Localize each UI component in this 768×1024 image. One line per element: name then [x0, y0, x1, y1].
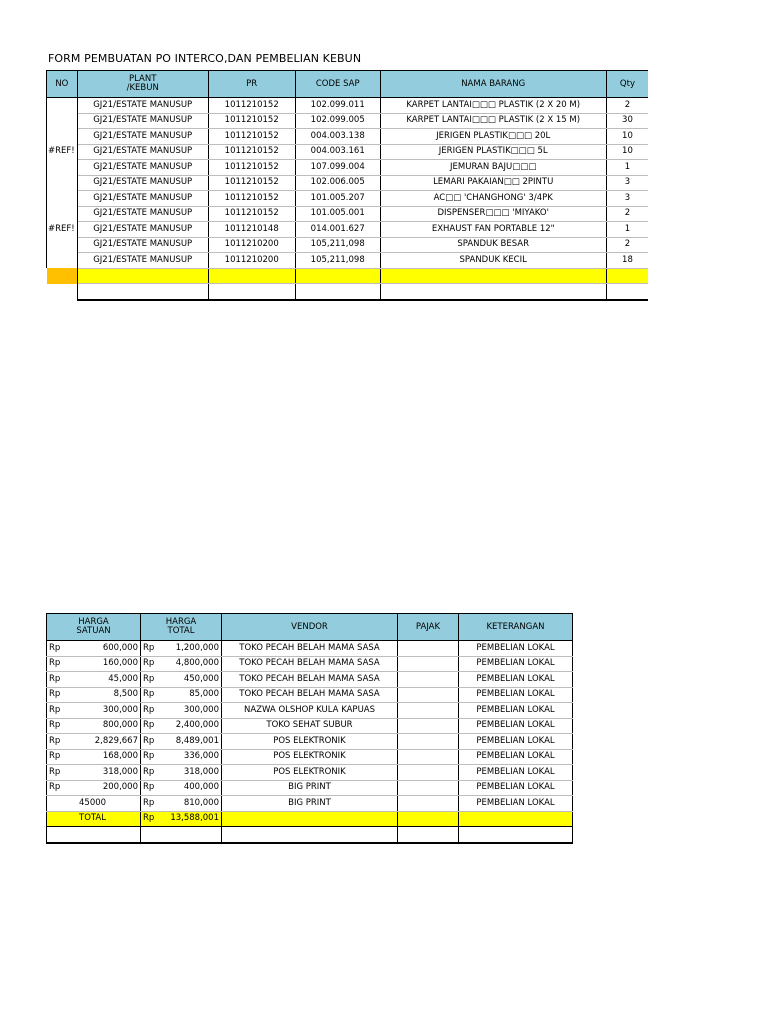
- cell-code-sap: 105,211,098: [295, 237, 380, 253]
- cell-qty: 1: [606, 160, 648, 176]
- cell-pr: 1011210200: [208, 253, 295, 269]
- cell-vendor: TOKO PECAH BELAH MAMA SASA: [222, 672, 398, 688]
- cell-nama-barang: JERIGEN PLASTIK□□□ 5L: [380, 144, 606, 160]
- cell-plant: GJ21/ESTATE MANUSUP: [77, 113, 208, 129]
- pricing-table: [46, 613, 573, 844]
- cell-plant: GJ21/ESTATE MANUSUP: [77, 160, 208, 176]
- cell-code-sap: 102.006.005: [295, 175, 380, 191]
- currency-label: Rp: [49, 673, 61, 684]
- cell-nama-barang: SPANDUK KECIL: [380, 253, 606, 269]
- empty-cell: [47, 268, 78, 284]
- currency-label: Rp: [143, 658, 155, 669]
- cell-qty: 1: [606, 222, 648, 238]
- cell-pr: 1011210152: [208, 98, 295, 114]
- cell-qty: 18: [606, 253, 648, 269]
- cell-pajak: [398, 734, 459, 750]
- cell-harga-satuan: [47, 703, 141, 719]
- cell-plant: GJ21/ESTATE MANUSUP: [77, 144, 208, 160]
- currency-label: Rp: [49, 766, 61, 777]
- cell-harga-total: [141, 765, 222, 781]
- cell-qty: 3: [606, 191, 648, 207]
- cell-harga-satuan: [47, 734, 141, 750]
- cell-qty: 30: [606, 113, 648, 129]
- cell-keterangan: PEMBELIAN LOKAL: [459, 703, 573, 719]
- table-row: [47, 98, 649, 114]
- cell-harga-satuan: [47, 672, 141, 688]
- cell-nama-barang: DISPENSER□□□ 'MIYAKO': [380, 206, 606, 222]
- cell-no: [47, 160, 78, 176]
- total-row: [47, 811, 573, 827]
- blank-row: [47, 827, 573, 843]
- cell-nama-barang: EXHAUST FAN PORTABLE 12": [380, 222, 606, 238]
- cell-code-sap: 004.003.138: [295, 129, 380, 145]
- amount-value: 318,000: [183, 766, 219, 777]
- empty-cell: [606, 284, 648, 300]
- cell-qty: 10: [606, 144, 648, 160]
- amount-value: 2,829,667: [94, 735, 138, 746]
- currency-label: Rp: [143, 766, 155, 777]
- cell-code-sap: 101.005.207: [295, 191, 380, 207]
- cell-code-sap: 004.003.161: [295, 144, 380, 160]
- header-keterangan: KETERANGAN: [459, 614, 573, 641]
- cell-pr: 1011210152: [208, 129, 295, 145]
- currency-label: Rp: [143, 797, 155, 808]
- currency-label: Rp: [143, 735, 155, 746]
- cell-plant: GJ21/ESTATE MANUSUP: [77, 191, 208, 207]
- empty-cell: [47, 284, 78, 300]
- empty-cell: [77, 268, 208, 284]
- cell-nama-barang: JERIGEN PLASTIK□□□ 20L: [380, 129, 606, 145]
- currency-label: Rp: [49, 735, 61, 746]
- currency-label: Rp: [49, 704, 61, 715]
- table-row: [47, 175, 649, 191]
- cell-vendor: TOKO PECAH BELAH MAMA SASA: [222, 656, 398, 672]
- cell-plant: GJ21/ESTATE MANUSUP: [77, 98, 208, 114]
- empty-cell: [398, 827, 459, 843]
- cell-qty: 2: [606, 98, 648, 114]
- currency-label: Rp: [49, 642, 61, 653]
- cell-no: [47, 191, 78, 207]
- items-table: [46, 70, 648, 301]
- currency-label: Rp: [143, 642, 155, 653]
- total-amount: [141, 811, 222, 827]
- currency-label: Rp: [49, 751, 61, 762]
- table-row: [47, 703, 573, 719]
- header-harga-satuan: HARGA SATUAN: [47, 614, 141, 641]
- currency-label: Rp: [49, 782, 61, 793]
- cell-vendor: POS ELEKTRONIK: [222, 734, 398, 750]
- cell-plant: GJ21/ESTATE MANUSUP: [77, 237, 208, 253]
- cell-pajak: [398, 749, 459, 765]
- cell-harga-total: [141, 796, 222, 812]
- cell-pr: 1011210152: [208, 175, 295, 191]
- currency-label: Rp: [143, 720, 155, 731]
- table-row: [47, 160, 649, 176]
- cell-plant: GJ21/ESTATE MANUSUP: [77, 206, 208, 222]
- cell-harga-total: [141, 718, 222, 734]
- currency-label: Rp: [49, 720, 61, 731]
- cell-vendor: TOKO PECAH BELAH MAMA SASA: [222, 687, 398, 703]
- amount-value: 600,000: [102, 642, 138, 653]
- cell-no: [47, 253, 78, 269]
- cell-keterangan: PEMBELIAN LOKAL: [459, 656, 573, 672]
- table-row: [47, 641, 573, 657]
- highlight-row: [47, 268, 649, 284]
- table-row: [47, 672, 573, 688]
- amount-value: 810,000: [183, 797, 219, 808]
- table-row: [47, 237, 649, 253]
- cell-pajak: [398, 780, 459, 796]
- amount-value: 45,000: [108, 673, 138, 684]
- form-title: FORM PEMBUATAN PO INTERCO,DAN PEMBELIAN KEBUN: [48, 52, 362, 65]
- table-row: [47, 687, 573, 703]
- table-row: [47, 780, 573, 796]
- amount-value: 160,000: [102, 658, 138, 669]
- currency-label: Rp: [143, 751, 155, 762]
- cell-pajak: [398, 656, 459, 672]
- amount-value: 8,489,001: [175, 735, 219, 746]
- empty-cell: [222, 811, 398, 827]
- currency-label: Rp: [143, 689, 155, 700]
- table-row: [47, 765, 573, 781]
- cell-pajak: [398, 672, 459, 688]
- empty-cell: [295, 268, 380, 284]
- empty-cell: [141, 827, 222, 843]
- amount-value: 13,588,001: [170, 813, 219, 824]
- cell-vendor: NAZWA OLSHOP KULA KAPUAS: [222, 703, 398, 719]
- blank-row: [47, 284, 649, 300]
- cell-vendor: POS ELEKTRONIK: [222, 765, 398, 781]
- cell-no: #REF!: [47, 144, 78, 160]
- cell-harga-satuan: [47, 780, 141, 796]
- cell-harga-satuan: [47, 718, 141, 734]
- cell-nama-barang: JEMURAN BAJU□□□: [380, 160, 606, 176]
- cell-code-sap: 105,211,098: [295, 253, 380, 269]
- cell-harga-satuan: [47, 687, 141, 703]
- cell-pajak: [398, 765, 459, 781]
- currency-label: Rp: [143, 782, 155, 793]
- amount-value: 168,000: [102, 751, 138, 762]
- header-pajak: PAJAK: [398, 614, 459, 641]
- currency-label: Rp: [49, 658, 61, 669]
- empty-cell: [459, 811, 573, 827]
- amount-value: 8,500: [113, 689, 138, 700]
- header-pr: PR: [208, 71, 295, 98]
- empty-cell: [208, 284, 295, 300]
- currency-label: Rp: [143, 704, 155, 715]
- table-row: [47, 734, 573, 750]
- amount-value: 450,000: [183, 673, 219, 684]
- empty-cell: [459, 827, 573, 843]
- cell-vendor: TOKO PECAH BELAH MAMA SASA: [222, 641, 398, 657]
- cell-keterangan: PEMBELIAN LOKAL: [459, 718, 573, 734]
- cell-keterangan: PEMBELIAN LOKAL: [459, 734, 573, 750]
- empty-cell: [222, 827, 398, 843]
- empty-cell: [380, 268, 606, 284]
- cell-code-sap: 107.099.004: [295, 160, 380, 176]
- cell-nama-barang: AC□□ 'CHANGHONG' 3/4PK: [380, 191, 606, 207]
- cell-pr: 1011210152: [208, 206, 295, 222]
- cell-vendor: BIG PRINT: [222, 796, 398, 812]
- cell-keterangan: PEMBELIAN LOKAL: [459, 796, 573, 812]
- cell-nama-barang: SPANDUK BESAR: [380, 237, 606, 253]
- cell-harga-total: [141, 703, 222, 719]
- cell-keterangan: PEMBELIAN LOKAL: [459, 780, 573, 796]
- cell-no: [47, 206, 78, 222]
- table-row: [47, 206, 649, 222]
- cell-pajak: [398, 796, 459, 812]
- cell-harga-satuan: [47, 796, 141, 812]
- cell-no: #REF!: [47, 222, 78, 238]
- empty-cell: [47, 827, 141, 843]
- cell-plant: GJ21/ESTATE MANUSUP: [77, 222, 208, 238]
- cell-pr: 1011210152: [208, 113, 295, 129]
- cell-harga-satuan: [47, 749, 141, 765]
- header-no: NO: [47, 71, 78, 98]
- empty-cell: [606, 268, 648, 284]
- cell-no: [47, 175, 78, 191]
- cell-harga-satuan: [47, 656, 141, 672]
- total-label: TOTAL: [47, 811, 141, 827]
- amount-value: 800,000: [102, 720, 138, 731]
- table-row: [47, 144, 649, 160]
- header-vendor: VENDOR: [222, 614, 398, 641]
- cell-keterangan: PEMBELIAN LOKAL: [459, 749, 573, 765]
- cell-nama-barang: LEMARI PAKAIAN□□ 2PINTU: [380, 175, 606, 191]
- amount-value: 318,000: [102, 766, 138, 777]
- currency-label: Rp: [143, 813, 155, 824]
- amount-value: 2,400,000: [175, 720, 219, 731]
- table-row: [47, 129, 649, 145]
- empty-cell: [77, 284, 208, 300]
- cell-plant: GJ21/ESTATE MANUSUP: [77, 175, 208, 191]
- cell-vendor: BIG PRINT: [222, 780, 398, 796]
- cell-code-sap: 102.099.011: [295, 98, 380, 114]
- cell-harga-total: [141, 780, 222, 796]
- table-row: [47, 656, 573, 672]
- amount-value: 300,000: [183, 704, 219, 715]
- cell-harga-total: [141, 687, 222, 703]
- cell-vendor: TOKO SEHAT SUBUR: [222, 718, 398, 734]
- cell-code-sap: 014.001.627: [295, 222, 380, 238]
- cell-harga-satuan: [47, 765, 141, 781]
- table-row: [47, 253, 649, 269]
- amount-value: 1,200,000: [175, 642, 219, 653]
- empty-cell: [398, 811, 459, 827]
- table-row: [47, 749, 573, 765]
- cell-qty: 10: [606, 129, 648, 145]
- cell-qty: 2: [606, 206, 648, 222]
- cell-harga-total: [141, 672, 222, 688]
- cell-keterangan: PEMBELIAN LOKAL: [459, 687, 573, 703]
- amount-value: 85,000: [189, 689, 219, 700]
- table-row: [47, 191, 649, 207]
- amount-value: 336,000: [183, 751, 219, 762]
- cell-keterangan: PEMBELIAN LOKAL: [459, 765, 573, 781]
- cell-plant: GJ21/ESTATE MANUSUP: [77, 253, 208, 269]
- cell-qty: 2: [606, 237, 648, 253]
- cell-pajak: [398, 703, 459, 719]
- cell-pr: 1011210152: [208, 160, 295, 176]
- empty-cell: [208, 268, 295, 284]
- table-row: [47, 113, 649, 129]
- cell-keterangan: PEMBELIAN LOKAL: [459, 672, 573, 688]
- amount-value: 400,000: [183, 782, 219, 793]
- empty-cell: [380, 284, 606, 300]
- cell-keterangan: PEMBELIAN LOKAL: [459, 641, 573, 657]
- cell-code-sap: 101.005.001: [295, 206, 380, 222]
- cell-pr: 1011210148: [208, 222, 295, 238]
- currency-label: Rp: [143, 673, 155, 684]
- amount-value: 4,800,000: [175, 658, 219, 669]
- header-nama-barang: NAMA BARANG: [380, 71, 606, 98]
- cell-harga-total: [141, 749, 222, 765]
- header-qty: Qty: [606, 71, 648, 98]
- cell-nama-barang: KARPET LANTAI□□□ PLASTIK (2 X 20 M): [380, 98, 606, 114]
- header-plant: PLANT /KEBUN: [77, 71, 208, 98]
- amount-value: 300,000: [102, 704, 138, 715]
- currency-label: Rp: [49, 689, 61, 700]
- cell-pajak: [398, 641, 459, 657]
- amount-value: 45000: [79, 797, 107, 808]
- cell-vendor: POS ELEKTRONIK: [222, 749, 398, 765]
- cell-pr: 1011210200: [208, 237, 295, 253]
- cell-code-sap: 102.099.005: [295, 113, 380, 129]
- table-row: [47, 796, 573, 812]
- cell-no: [47, 237, 78, 253]
- cell-no: [47, 98, 78, 114]
- cell-harga-total: [141, 641, 222, 657]
- cell-plant: GJ21/ESTATE MANUSUP: [77, 129, 208, 145]
- header-harga-total: HARGA TOTAL: [141, 614, 222, 641]
- cell-no: [47, 113, 78, 129]
- table-row: [47, 222, 649, 238]
- cell-qty: 3: [606, 175, 648, 191]
- cell-nama-barang: KARPET LANTAI□□□ PLASTIK (2 X 15 M): [380, 113, 606, 129]
- cell-harga-satuan: [47, 641, 141, 657]
- cell-pajak: [398, 687, 459, 703]
- cell-pr: 1011210152: [208, 144, 295, 160]
- cell-harga-total: [141, 656, 222, 672]
- empty-cell: [295, 284, 380, 300]
- cell-no: [47, 129, 78, 145]
- cell-pr: 1011210152: [208, 191, 295, 207]
- header-code-sap: CODE SAP: [295, 71, 380, 98]
- table-row: [47, 718, 573, 734]
- cell-harga-total: [141, 734, 222, 750]
- cell-pajak: [398, 718, 459, 734]
- amount-value: 200,000: [102, 782, 138, 793]
